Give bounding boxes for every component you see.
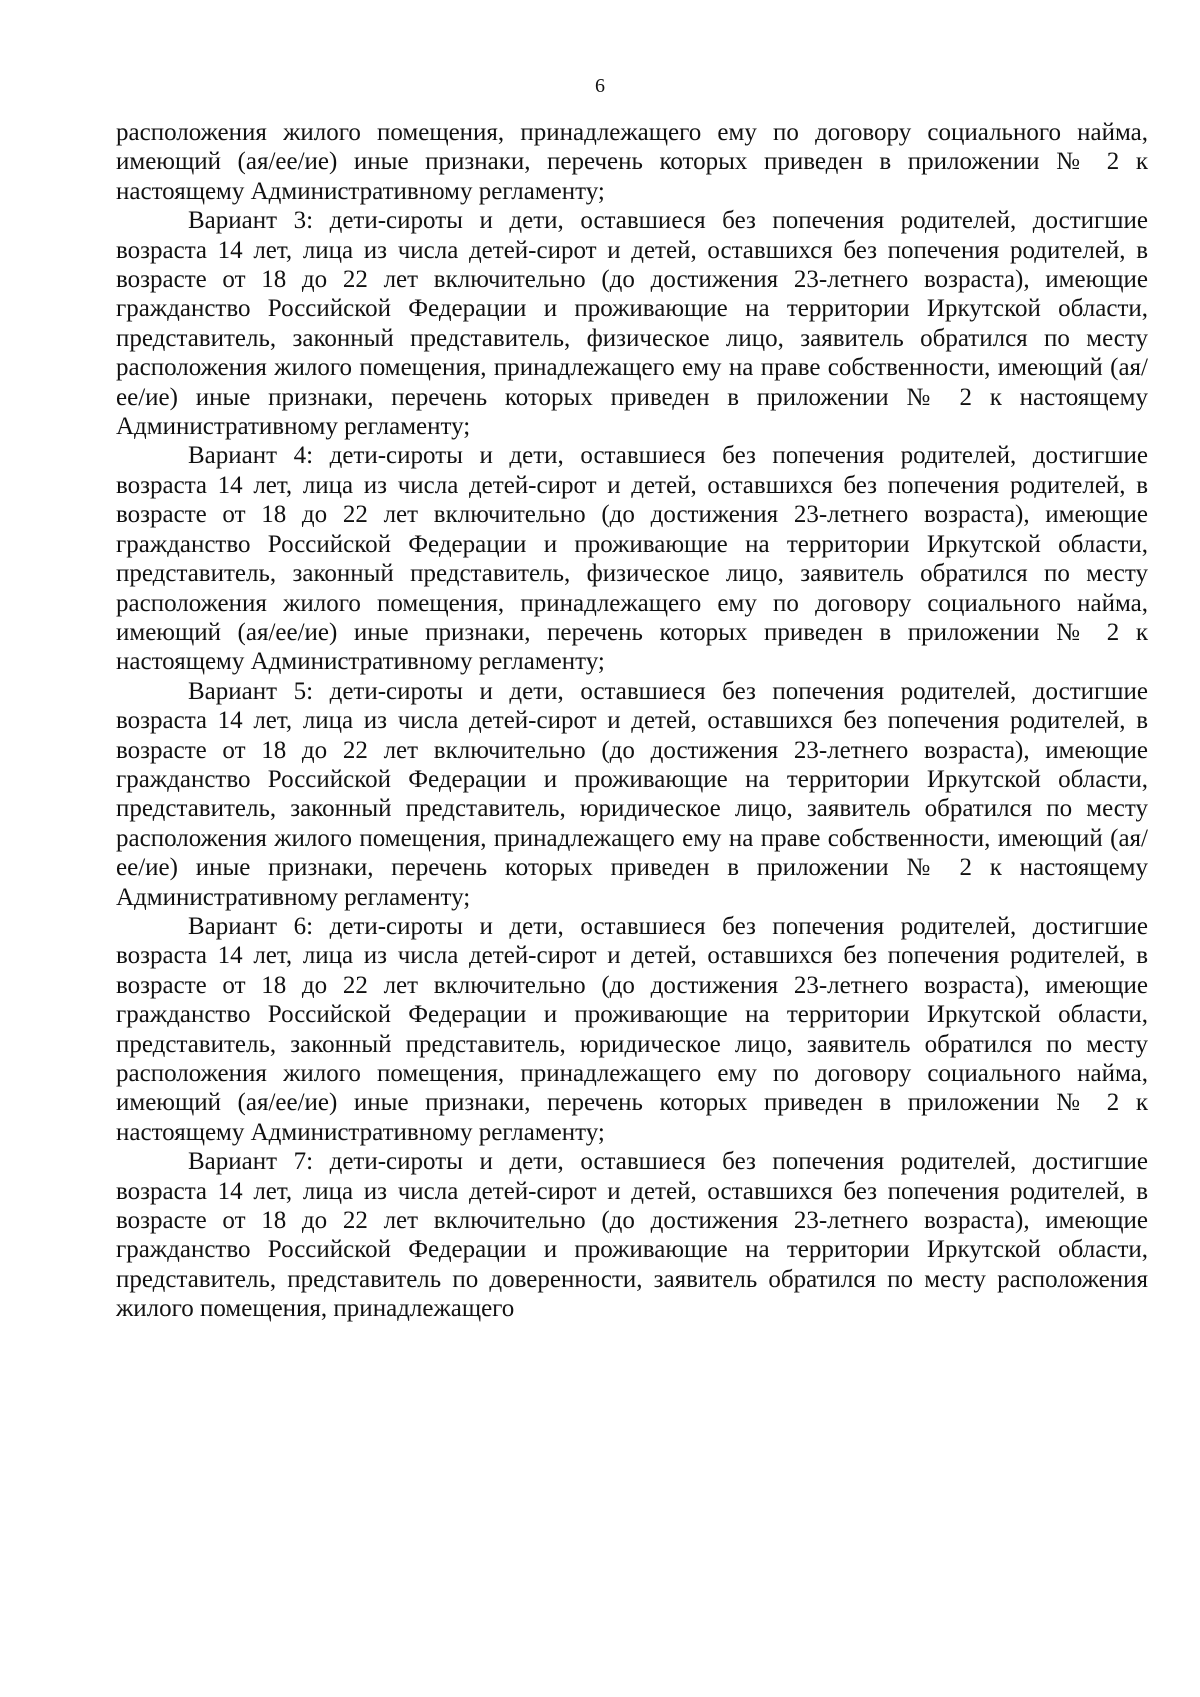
paragraph-variant-7: Вариант 7: дети-сироты и дети, оставшиеся без попечения родителей, достигшие возраста 14 лет, лица из числа детей-сирот и детей, оставшихся без попечения родителей, в возрасте от 18 до 22 лет включительно (до достижения 23-летнего возраста), имеющие гражданство Российской Федерации и проживающие на территории Иркутской области, представитель, представитель по доверенности, заявитель обратился по месту расположения жилого помещения, принадлежащего (116, 1148, 1148, 1323)
paragraph-continuation: расположения жилого помещения, принадлежащего ему по договору социального найма, имеющий (ая/ее/ие) иные признаки, перечень которых приведен в приложении № 2 к настоящему Административному регламенту; (116, 119, 1148, 205)
paragraph-variant-4: Вариант 4: дети-сироты и дети, оставшиеся без попечения родителей, достигшие возраста 14 лет, лица из числа детей-сирот и детей, оставшихся без попечения родителей, в возрасте от 18 до 22 лет включительно (до достижения 23-летнего возраста), имеющие гражданство Российской Федерации и проживающие на территории Иркутской области, представитель, законный представитель, физическое лицо, заявитель обратился по месту расположения жилого помещения, принадлежащего ему по договору социального найма, имеющий (ая/ее/ие) иные признаки, перечень которых приведен в приложении № 2 к настоящему Административному регламенту; (116, 442, 1148, 676)
page-number: 6 (595, 75, 605, 97)
paragraph-variant-3: Вариант 3: дети-сироты и дети, оставшиеся без попечения родителей, достигшие возраста 14 лет, лица из числа детей-сирот и детей, оставшихся без попечения родителей, в возрасте от 18 до 22 лет включительно (до достижения 23-летнего возраста), имеющие гражданство Российской Федерации и проживающие на территории Иркутской области, представитель, законный представитель, физическое лицо, заявитель обратился по месту расположения жилого помещения, принадлежащего ему на праве собственности, имеющий (ая/ее/ие) иные признаки, перечень которых приведен в приложении № 2 к настоящему Административному регламенту; (116, 207, 1148, 441)
paragraph-variant-5: Вариант 5: дети-сироты и дети, оставшиеся без попечения родителей, достигшие возраста 14 лет, лица из числа детей-сирот и детей, оставшихся без попечения родителей, в возрасте от 18 до 22 лет включительно (до достижения 23-летнего возраста), имеющие гражданство Российской Федерации и проживающие на территории Иркутской области, представитель, законный представитель, юридическое лицо, заявитель обратился по месту расположения жилого помещения, принадлежащего ему на праве собственности, имеющий (ая/ее/ие) иные признаки, перечень которых приведен в приложении № 2 к настоящему Административному регламенту; (116, 677, 1148, 911)
paragraph-variant-6: Вариант 6: дети-сироты и дети, оставшиеся без попечения родителей, достигшие возраста 14 лет, лица из числа детей-сирот и детей, оставшихся без попечения родителей, в возрасте от 18 до 22 лет включительно (до достижения 23-летнего возраста), имеющие гражданство Российской Федерации и проживающие на территории Иркутской области, представитель, законный представитель, юридическое лицо, заявитель обратился по месту расположения жилого помещения, принадлежащего ему по договору социального найма, имеющий (ая/ее/ие) иные признаки, перечень которых приведен в приложении № 2 к настоящему Административному регламенту; (116, 912, 1148, 1146)
document-body (116, 118, 1148, 1324)
